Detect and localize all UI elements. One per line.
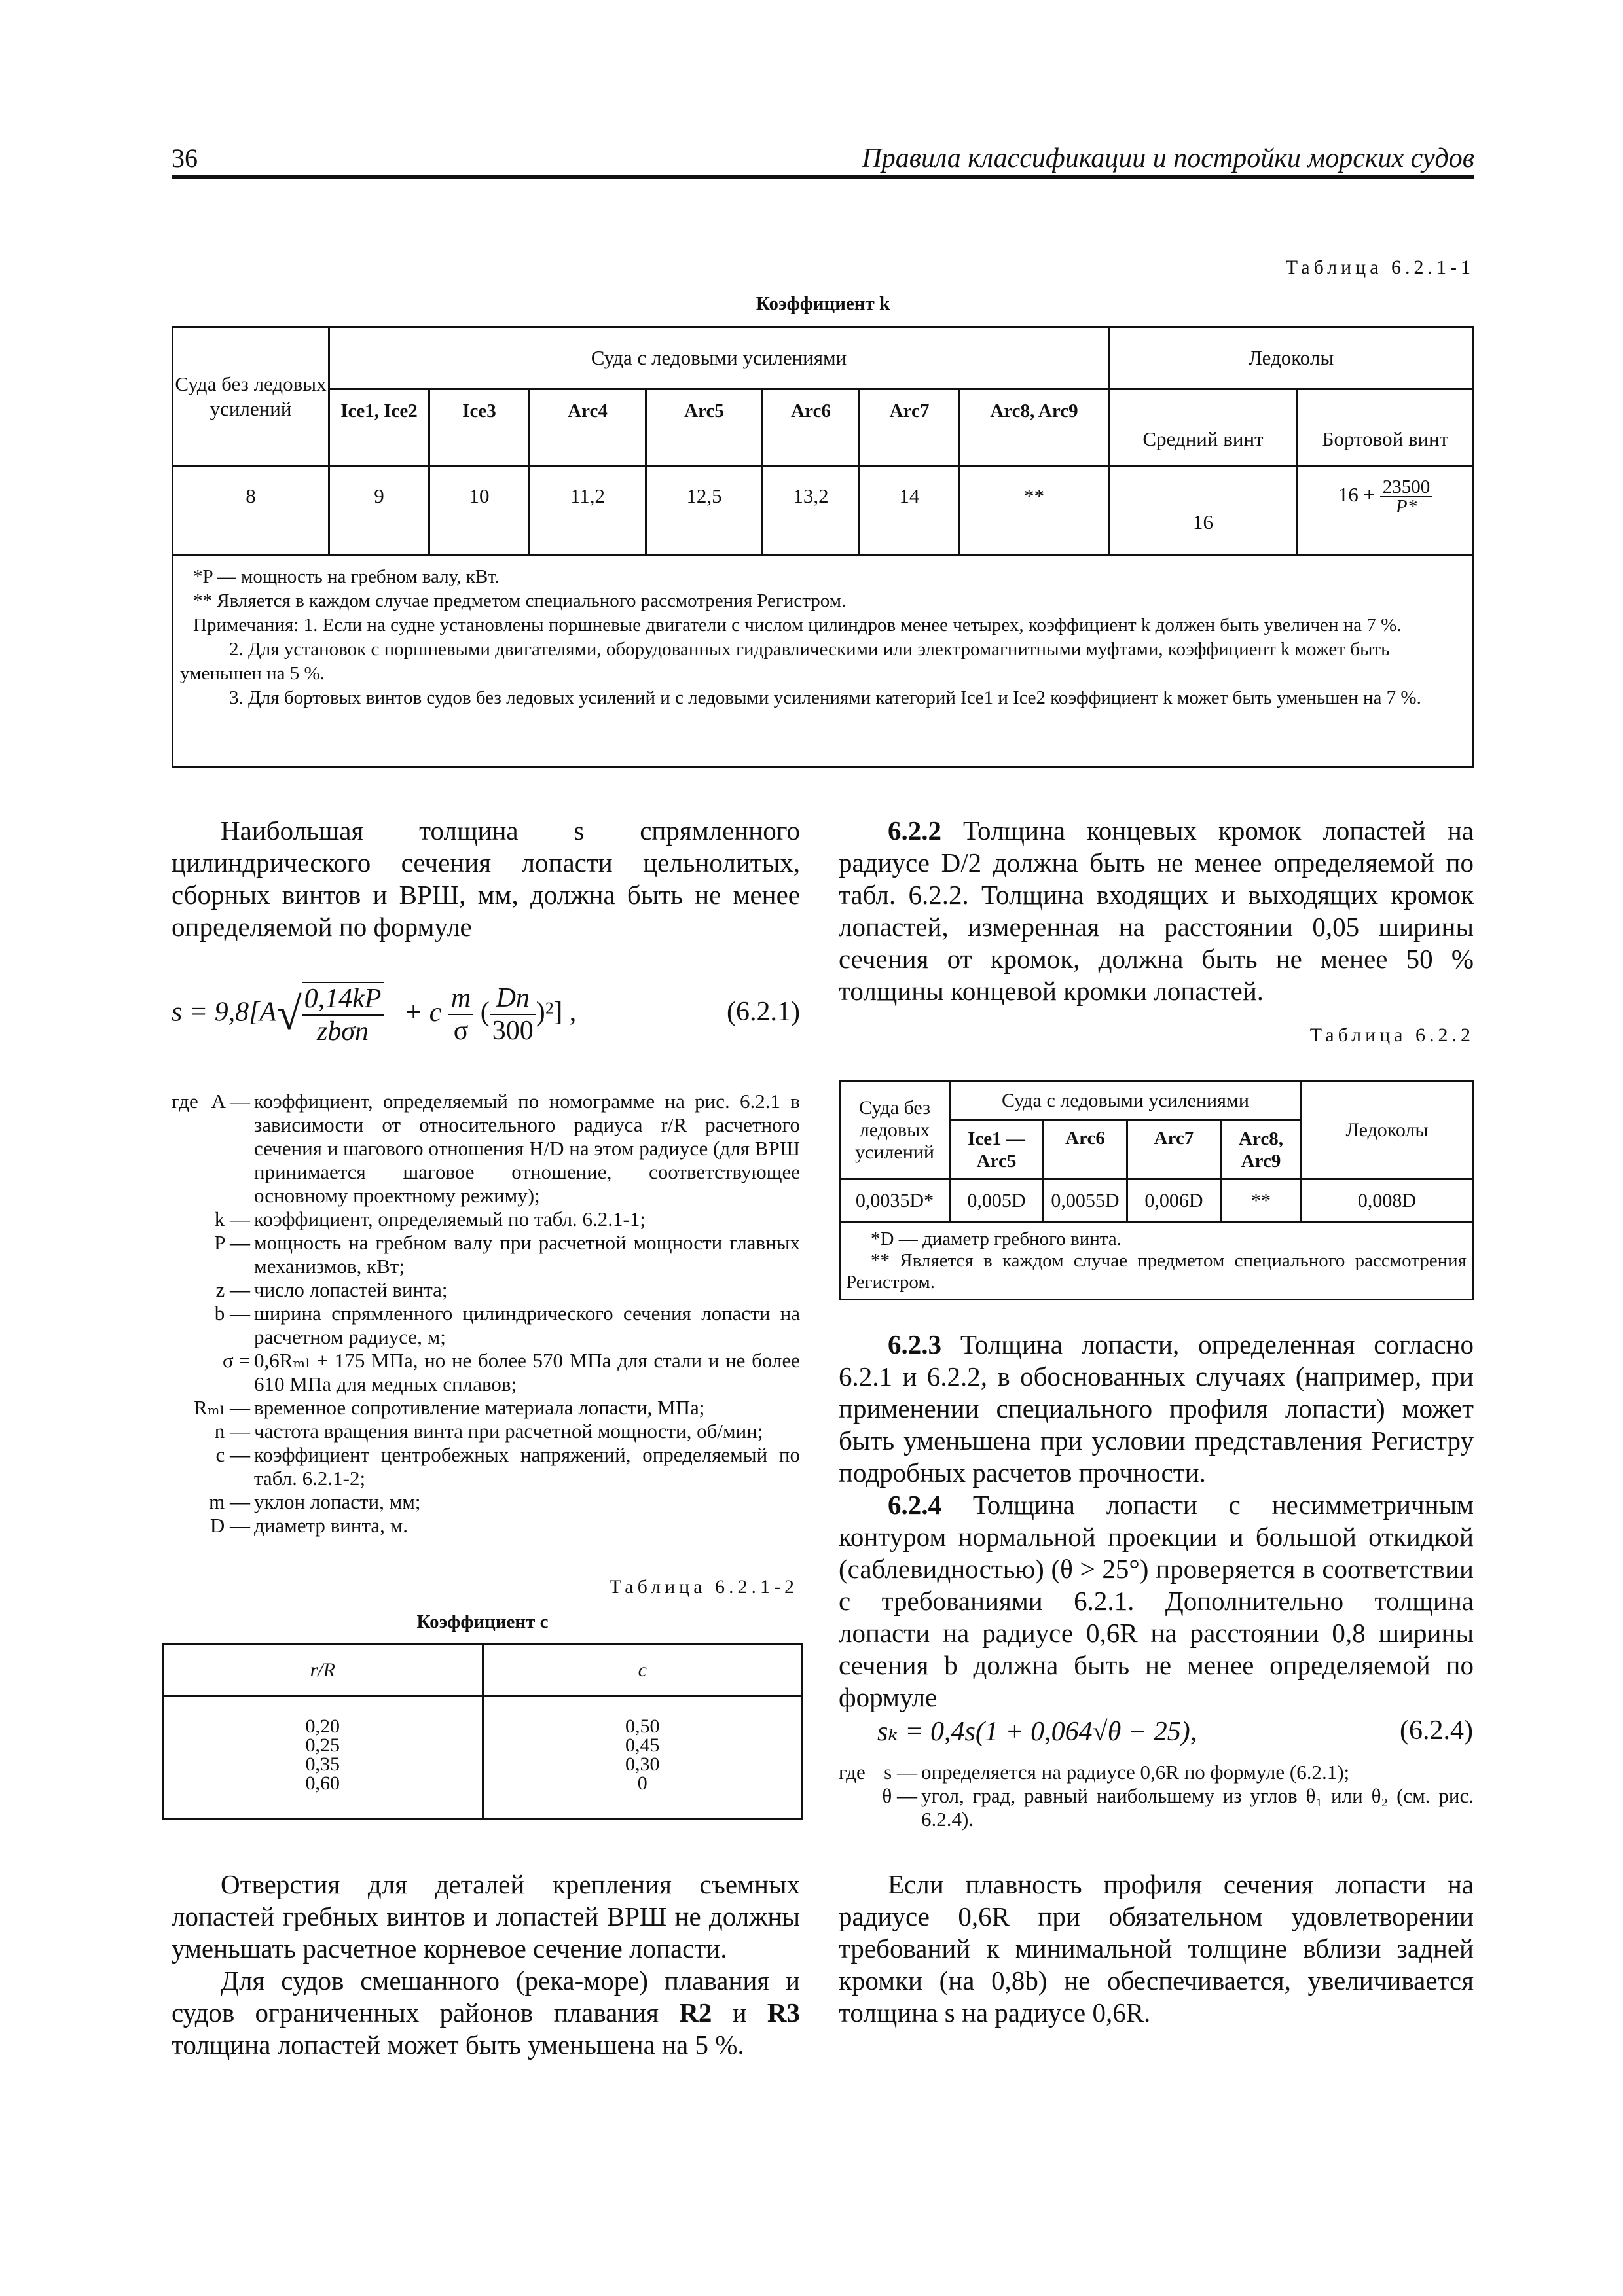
f2-number: (6.2.4) xyxy=(1400,1715,1473,1746)
s623-number: 6.2.3 xyxy=(888,1329,941,1359)
where-txt-rml: временное сопротивление материала лопасти, МПа; xyxy=(254,1396,705,1419)
t3-c-3: 0 xyxy=(637,1772,647,1794)
f1-300: 300 xyxy=(492,1016,534,1046)
t3-rr-1: 0,25 xyxy=(305,1734,340,1756)
t2-note-special: ** Является в каждом случае предметом специального рассмотрения Регистром. xyxy=(846,1250,1467,1293)
table2-caption: Таблица 6.2.2 xyxy=(1309,1024,1474,1046)
formula-6-2-4 xyxy=(877,1715,1473,1748)
where-txt-sigma: 0,6Rₘₗ + 175 МПа, но не более 570 МПа для стали и не более 610 МПа для медных сплавов; xyxy=(254,1349,800,1395)
t2-col-arc6: Arc6 xyxy=(1044,1121,1127,1179)
f1-dn: Dn xyxy=(490,982,536,1015)
t1-side-fraction xyxy=(1380,478,1433,516)
f1-number: (6.2.1) xyxy=(727,997,800,1027)
t2-note-d: *D — диаметр гребного винта. xyxy=(871,1229,1122,1249)
t3-rr-2: 0,35 xyxy=(305,1753,340,1775)
mixed-paragraph xyxy=(172,1965,800,2061)
t2-col-icebreakers: Ледоколы xyxy=(1302,1081,1473,1179)
f1-plus: + c xyxy=(403,997,442,1028)
f1-sqrt-icon: √ xyxy=(276,989,302,1039)
where-sym-p: P — xyxy=(214,1231,250,1254)
running-title: Правила классификации и постройки морских судов xyxy=(862,143,1474,173)
t1-val-arc5: 12,5 xyxy=(646,467,763,555)
where-sym-z: z — xyxy=(215,1278,250,1301)
t1-col-arc7: Arc7 xyxy=(860,389,960,467)
where-txt-k: коэффициент, определяемый по табл. 6.2.1-1; xyxy=(254,1208,646,1230)
t2-col-arc7: Arc7 xyxy=(1127,1121,1221,1179)
where-sym-n: n — xyxy=(214,1420,250,1443)
t2-col-arc8-arc9: Arc8, Arc9 xyxy=(1221,1121,1302,1179)
mixed-and: и xyxy=(712,1998,767,2028)
t3-c-0: 0,50 xyxy=(625,1715,660,1737)
where2-txt-theta: угол, град, равный наибольшему из углов θ₁ или θ₂ (см. рис. 6.2.4). xyxy=(921,1784,1474,1831)
t3-c-1: 0,45 xyxy=(625,1734,660,1756)
t1-col-arc5: Arc5 xyxy=(646,389,763,467)
smooth-paragraph: Если плавность профиля сечения лопасти на радиусе 0,6R при обязательном удовлетворении требований к минимальной толщине вблизи задней кромки (на 0,8b) не обеспечивается, увеличивается толщина s на радиусе 0,6R. xyxy=(839,1869,1474,2028)
t1-val-center: 16 xyxy=(1109,467,1298,555)
table-edge-thickness xyxy=(839,1080,1474,1300)
table3-title: Коэффициент c xyxy=(416,1611,549,1632)
t1-note-p: *P — мощность на гребном валу, кВт. xyxy=(193,566,500,587)
t1-col-arc6: Arc6 xyxy=(763,389,860,467)
f1-root-den: zbσn xyxy=(316,1016,369,1047)
sections-6-2-3-4 xyxy=(839,1329,1474,1713)
s624-number: 6.2.4 xyxy=(888,1490,941,1520)
f1-m-sigma xyxy=(448,982,473,1047)
section-6-2-2 xyxy=(839,815,1474,1007)
t1-col-arc4: Arc4 xyxy=(530,389,646,467)
t3-c-2: 0,30 xyxy=(625,1753,660,1775)
t2-col-ice1-arc5: Ice1 — Arc5 xyxy=(950,1121,1044,1179)
table1-title: Коэффициент k xyxy=(756,293,890,314)
f1-paren: ( xyxy=(480,997,490,1028)
where-txt-a: коэффициент, определяемый по номограмме на рис. 6.2.1 в зависимости от относительного радиуса r/R расчетного сечения и шагового отношения H/D на этом радиусе (для ВРШ принимается шаговое отношение, соответствующее основному проектному режиму); xyxy=(254,1090,800,1207)
t3-col-rr: r/R xyxy=(163,1644,483,1696)
t1-note-1: Примечания: 1. Если на судне установлены поршневые двигатели с числом цилиндров менее четырех, коэффициент k должен быть увеличен на 7 %. xyxy=(193,615,1402,636)
table3-caption: Таблица 6.2.1-2 xyxy=(609,1576,798,1598)
t1-col-side-screw: Бортовой винт xyxy=(1298,389,1474,467)
formula2-legend xyxy=(839,1761,1474,1831)
left-bottom-text xyxy=(172,1869,800,2061)
where-sym-rml: Rₘₗ — xyxy=(194,1396,250,1419)
header-rule xyxy=(172,175,1474,179)
where2-label: где xyxy=(839,1761,866,1784)
s622-text: Толщина концевых кромок лопастей на радиусе D/2 должна быть не менее определяемой по табл. 6.2.2. Толщина входящих и выходящих кромок лопастей, измеренная на расстоянии 0,05 ширины сечения от кромок, должна быть не менее 50 % толщины концевой кромки лопастей. xyxy=(839,816,1474,1006)
t3-rr-values xyxy=(163,1696,483,1820)
where-sym-b: b — xyxy=(214,1302,250,1325)
intro-paragraph: Наибольшая толщина s спрямленного цилиндрического сечения лопасти цельнолитых, сборных винтов и ВРШ, мм, должна быть не менее определяемой по формуле xyxy=(172,816,800,942)
page-number: 36 xyxy=(172,143,198,173)
f1-root-fraction xyxy=(302,982,384,1047)
s623-text: Толщина лопасти, определенная согласно 6.2.1 и 6.2.2, в обоснованных случаях (например, при применении специального профиля лопасти) может быть уменьшена при условии представления Регистру подробных расчетов прочности. xyxy=(839,1329,1474,1488)
t1-val-arc6: 13,2 xyxy=(763,467,860,555)
t1-group-ice: Суда с ледовыми усилениями xyxy=(329,327,1109,389)
mixed-r2: R2 xyxy=(679,1998,712,2028)
s624-text: Толщина лопасти с несимметричным контуром нормальной проекции и большой откидкой (саблевидностью) (θ > 25°) проверяется в соответствии с требованиями 6.2.1. Дополнительно толщина лопасти на радиусе 0,6R на расстоянии 0,8 ширины сечения b должна быть не менее определяемой по формуле xyxy=(839,1490,1474,1712)
t2-col-no-ice: Суда без ледовых усилений xyxy=(840,1081,950,1179)
t1-val-ice1-ice2: 9 xyxy=(329,467,429,555)
mixed-r3: R3 xyxy=(767,1998,800,2028)
where2-txt-s: определяется на радиусе 0,6R по формуле (6.2.1); xyxy=(921,1761,1350,1784)
t1-val-side xyxy=(1298,467,1474,555)
where-sym-sigma: σ = xyxy=(223,1349,250,1372)
where2-sym-s: s — xyxy=(884,1761,917,1784)
t3-col-c: c xyxy=(483,1644,803,1696)
smoothness-text xyxy=(839,1869,1474,2029)
f1-lhs: s = 9,8[A xyxy=(172,997,277,1028)
t1-group-icebreakers: Ледоколы xyxy=(1109,327,1474,389)
table-coefficient-k xyxy=(172,326,1474,768)
t1-side-den: P* xyxy=(1395,496,1417,517)
formula-legend xyxy=(172,1090,800,1537)
where-sym-m: m — xyxy=(209,1490,250,1513)
t1-val-ice3: 10 xyxy=(429,467,530,555)
table-coefficient-c xyxy=(162,1643,803,1820)
t1-side-prefix: 16 + xyxy=(1338,483,1375,507)
t1-note-2: 2. Для установок с поршневыми двигателями, оборудованных гидравлическими или электромагнитными муфтами, коэффициент k может быть уменьшен на 5 %. xyxy=(180,639,1390,684)
t1-note-special: ** Является в каждом случае предметом специального рассмотрения Регистром. xyxy=(193,590,847,611)
t2-val-ice1-arc5: 0,005D xyxy=(950,1179,1044,1223)
f1-dn-300 xyxy=(490,982,536,1047)
f1-sigma: σ xyxy=(453,1016,469,1046)
where-sym-k: k — xyxy=(214,1208,250,1230)
f1-root-num: 0,14kP xyxy=(302,983,384,1016)
mixed-text-a: Для судов смешанного (река-море) плавания и судов ограниченных районов плавания xyxy=(172,1965,800,2028)
where-txt-c: коэффициент центробежных напряжений, определяемый по табл. 6.2.1-2; xyxy=(254,1443,800,1490)
where-txt-z: число лопастей винта; xyxy=(254,1278,448,1301)
t2-val-arc7: 0,006D xyxy=(1127,1179,1221,1223)
f1-m: m xyxy=(448,982,473,1015)
t2-val-arc8-arc9: ** xyxy=(1221,1179,1302,1223)
formula-6-2-1 xyxy=(172,982,800,1047)
t1-side-num: 23500 xyxy=(1380,478,1433,497)
where-txt-n: частота вращения винта при расчетной мощности, об/мин; xyxy=(254,1420,763,1443)
t1-note-3: 3. Для бортовых винтов судов без ледовых усилений и с ледовыми усилениями категорий Ice1 и Ice2 коэффициент k может быть уменьшен на 7 %. xyxy=(229,687,1421,708)
t3-rr-3: 0,60 xyxy=(305,1772,340,1794)
table1-caption: Таблица 6.2.1-1 xyxy=(1285,257,1474,278)
t1-col-ice1-ice2: Ice1, Ice2 xyxy=(329,389,429,467)
where-txt-b: ширина спрямленного цилиндрического сечения лопасти на расчетном радиусе, м; xyxy=(254,1302,800,1348)
t2-val-icebreakers: 0,008D xyxy=(1302,1179,1473,1223)
where2-sym-theta: θ — xyxy=(882,1784,917,1807)
mixed-text-b: толщина лопастей может быть уменьшена на 5 %. xyxy=(172,2030,744,2060)
holes-paragraph: Отверстия для деталей крепления съемных лопастей гребных винтов и лопастей ВРШ не должны уменьшать расчетное корневое сечение лопасти. xyxy=(172,1869,800,1964)
f1-tail: )²] , xyxy=(536,997,577,1028)
where-sym-a: A — xyxy=(211,1090,250,1113)
t1-val-arc4: 11,2 xyxy=(530,467,646,555)
where-sym-d: D — xyxy=(210,1514,250,1537)
left-column xyxy=(172,815,800,943)
s622-number: 6.2.2 xyxy=(888,816,941,846)
t1-val-arc8-arc9: ** xyxy=(960,467,1109,555)
t2-group-ice: Суда с ледовыми усилениями xyxy=(950,1081,1302,1121)
t2-val-arc6: 0,0055D xyxy=(1044,1179,1127,1223)
t2-notes xyxy=(840,1223,1473,1300)
where-label: где xyxy=(172,1090,198,1113)
t1-col-no-ice: Суда без ледовых усилений xyxy=(173,327,329,467)
where-txt-p: мощность на гребном валу при расчетной мощности главных механизмов, кВт; xyxy=(254,1231,800,1278)
t1-col-ice3: Ice3 xyxy=(429,389,530,467)
where-txt-d: диаметр винта, м. xyxy=(254,1514,409,1537)
t3-c-values xyxy=(483,1696,803,1820)
where-sym-c: c — xyxy=(215,1443,250,1466)
t1-val-no-ice: 8 xyxy=(173,467,329,555)
t3-rr-0: 0,20 xyxy=(305,1715,340,1737)
where-txt-m: уклон лопасти, мм; xyxy=(254,1490,421,1513)
t1-col-arc8-arc9: Arc8, Arc9 xyxy=(960,389,1109,467)
t1-notes xyxy=(173,555,1474,768)
t1-val-arc7: 14 xyxy=(860,467,960,555)
f2-body: sₖ = 0,4s(1 + 0,064√θ − 25), xyxy=(877,1717,1197,1747)
t1-col-center-screw: Средний винт xyxy=(1109,389,1298,467)
t2-val-no-ice: 0,0035D* xyxy=(840,1179,950,1223)
